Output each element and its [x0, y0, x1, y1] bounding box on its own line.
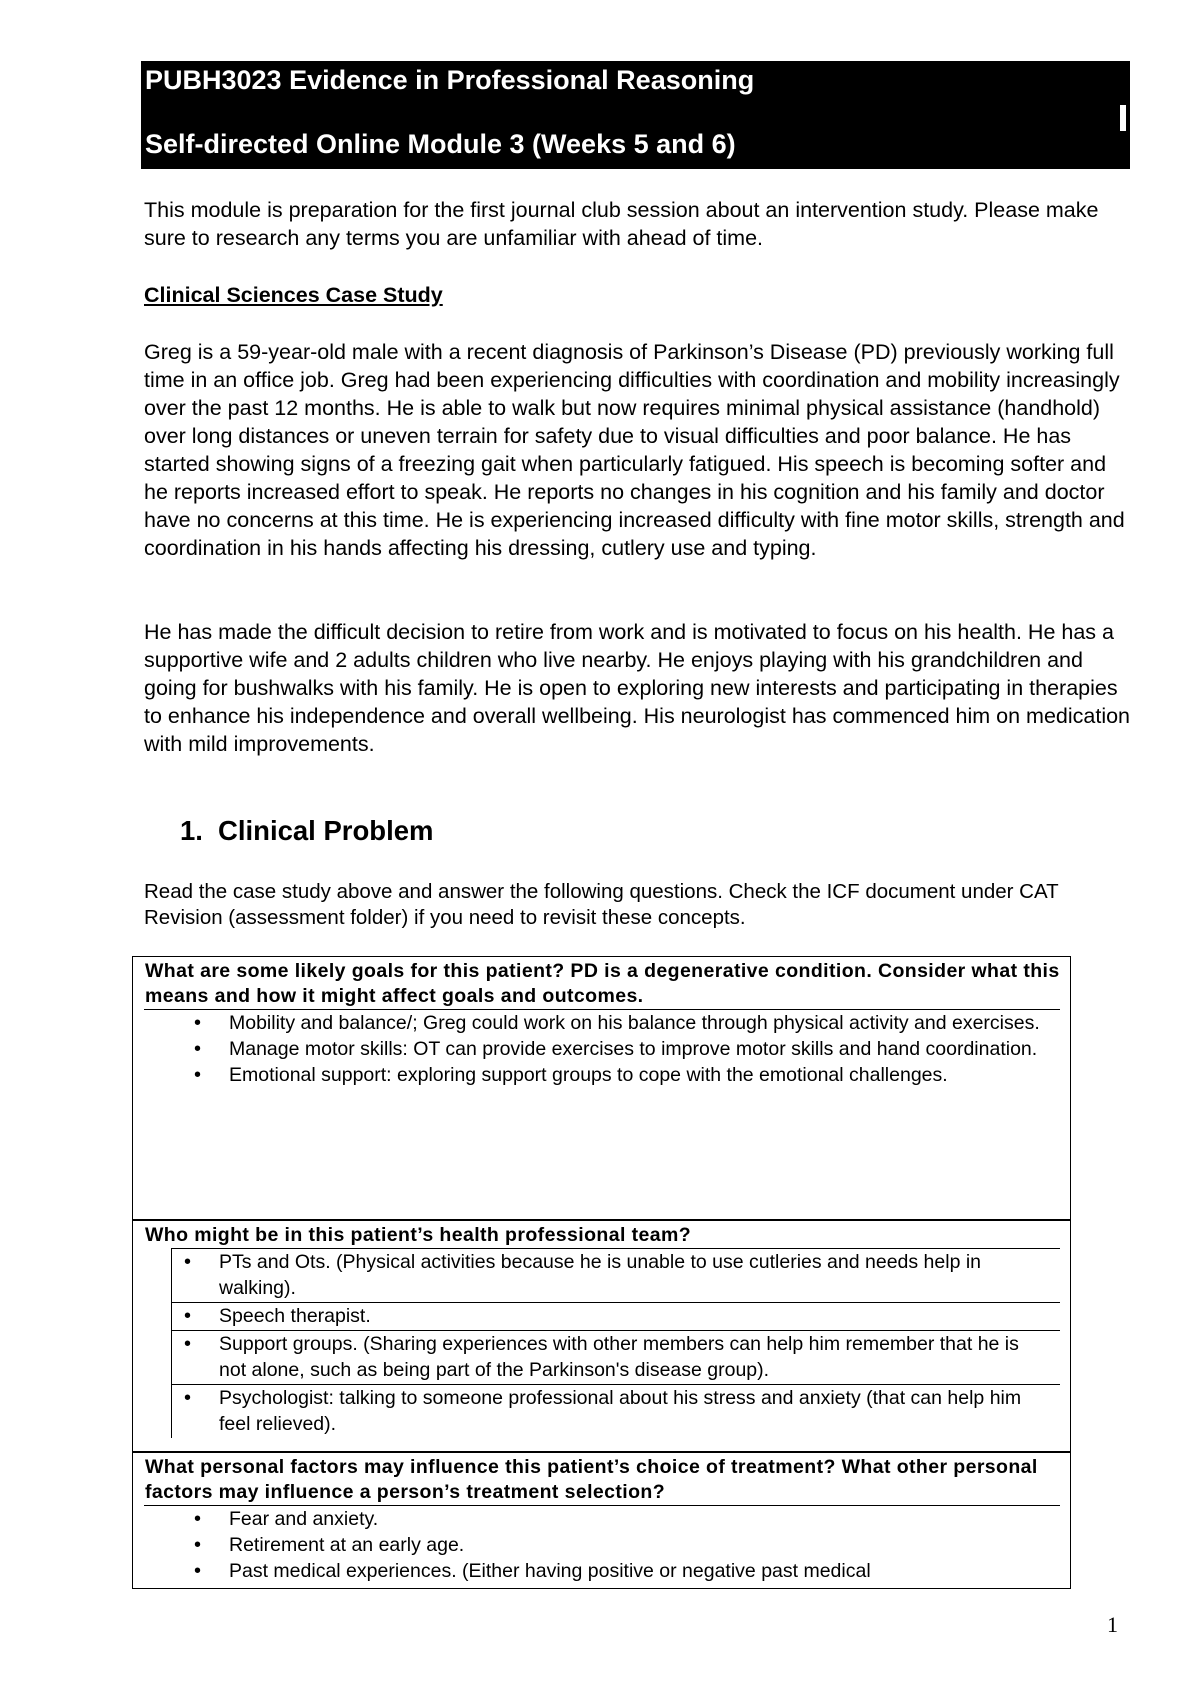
question-text: Who might be in this patient’s health professional team? — [145, 1224, 692, 1246]
list-item: • Retirement at an early age. — [144, 1532, 1060, 1558]
answer-list — [172, 1249, 1060, 1438]
question-text: What personal factors may influence this patient’s choice of treatment? What other personal factors may influence a person’s treatment selection? — [145, 1456, 1038, 1503]
case-paragraph-1: Greg is a 59-year-old male with a recent diagnosis of Parkinson’s Disease (PD) previously working full time in an office job. Greg had been experiencing difficulties with coordination and mobility increasingly over the past 12 months. He is able to walk but now requires minimal physical assistance (handhold) over long distances or uneven terrain for safety due to visual difficulties and poor balance. He has started showing signs of a freezing gait when particularly fatigued. His speech is becoming softer and he reports increased effort to speak. He reports no changes in his cognition and his family and doctor have no concerns at this time. He is experiencing increased difficulty with fine motor skills, strength and coordination in his hands affecting his dressing, cutlery use and typing. — [144, 340, 1125, 560]
question-text: What are some likely goals for this patient? PD is a degenerative condition. Consider what this means and how it might affect goals and outcomes. — [145, 960, 1060, 1007]
list-item: • Support groups. (Sharing experiences with other members can help him remember that he is not alone, such as being part of the Parkinson's disease group). — [172, 1331, 1060, 1385]
divider — [144, 1505, 1060, 1584]
intro-paragraph: This module is preparation for the first journal club session about an intervention study. Please make sure to research any terms you are unfamiliar with ahead of time. — [144, 198, 1099, 250]
list-item: • Emotional support: exploring support groups to cope with the emotional challenges. — [144, 1062, 1060, 1088]
answer-table — [171, 1248, 1060, 1438]
question-box-team — [132, 1220, 1071, 1452]
document-header — [141, 61, 1130, 169]
divider — [144, 1009, 1060, 1088]
header-mark — [1120, 105, 1126, 131]
case-paragraph-2: He has made the difficult decision to retire from work and is motivated to focus on his health. He has a supportive wife and 2 adults children who live nearby. He enjoys playing with his grandchildren and going for bushwalks with his family. He is open to exploring new interests and participating in therapies to enhance his independence and overall wellbeing. His neurologist has commenced him on medication with mild improvements. — [144, 620, 1131, 756]
page-number: 1 — [1107, 1612, 1118, 1637]
question-box-goals — [132, 956, 1071, 1220]
answer-list — [144, 1506, 1060, 1584]
case-study-title: Clinical Sciences Case Study — [144, 283, 443, 307]
list-item: • Mobility and balance/; Greg could work on his balance through physical activity and exercises. — [144, 1010, 1060, 1036]
list-item: • Past medical experiences. (Either having positive or negative past medical — [144, 1558, 1060, 1584]
section-instructions: Read the case study above and answer the following questions. Check the ICF document under CAT Revision (assessment folder) if you need to revisit these concepts. — [144, 880, 1059, 929]
list-item: • Psychologist: talking to someone professional about his stress and anxiety (that can help him feel relieved). — [172, 1385, 1060, 1438]
module-title: Self-directed Online Module 3 (Weeks 5 and 6) — [145, 129, 736, 159]
course-title: PUBH3023 Evidence in Professional Reasoning — [145, 65, 755, 95]
section-title: Clinical Problem — [218, 815, 434, 846]
list-item: • Manage motor skills: OT can provide exercises to improve motor skills and hand coordination. — [144, 1036, 1060, 1062]
section-heading — [180, 815, 433, 847]
question-box-personal-factors — [132, 1452, 1071, 1589]
section-number: 1. — [180, 815, 203, 846]
list-item: • PTs and Ots. (Physical activities because he is unable to use cutleries and needs help in walking). — [172, 1249, 1060, 1303]
list-item: • Fear and anxiety. — [144, 1506, 1060, 1532]
answer-list — [144, 1010, 1060, 1088]
list-item: • Speech therapist. — [172, 1303, 1060, 1331]
